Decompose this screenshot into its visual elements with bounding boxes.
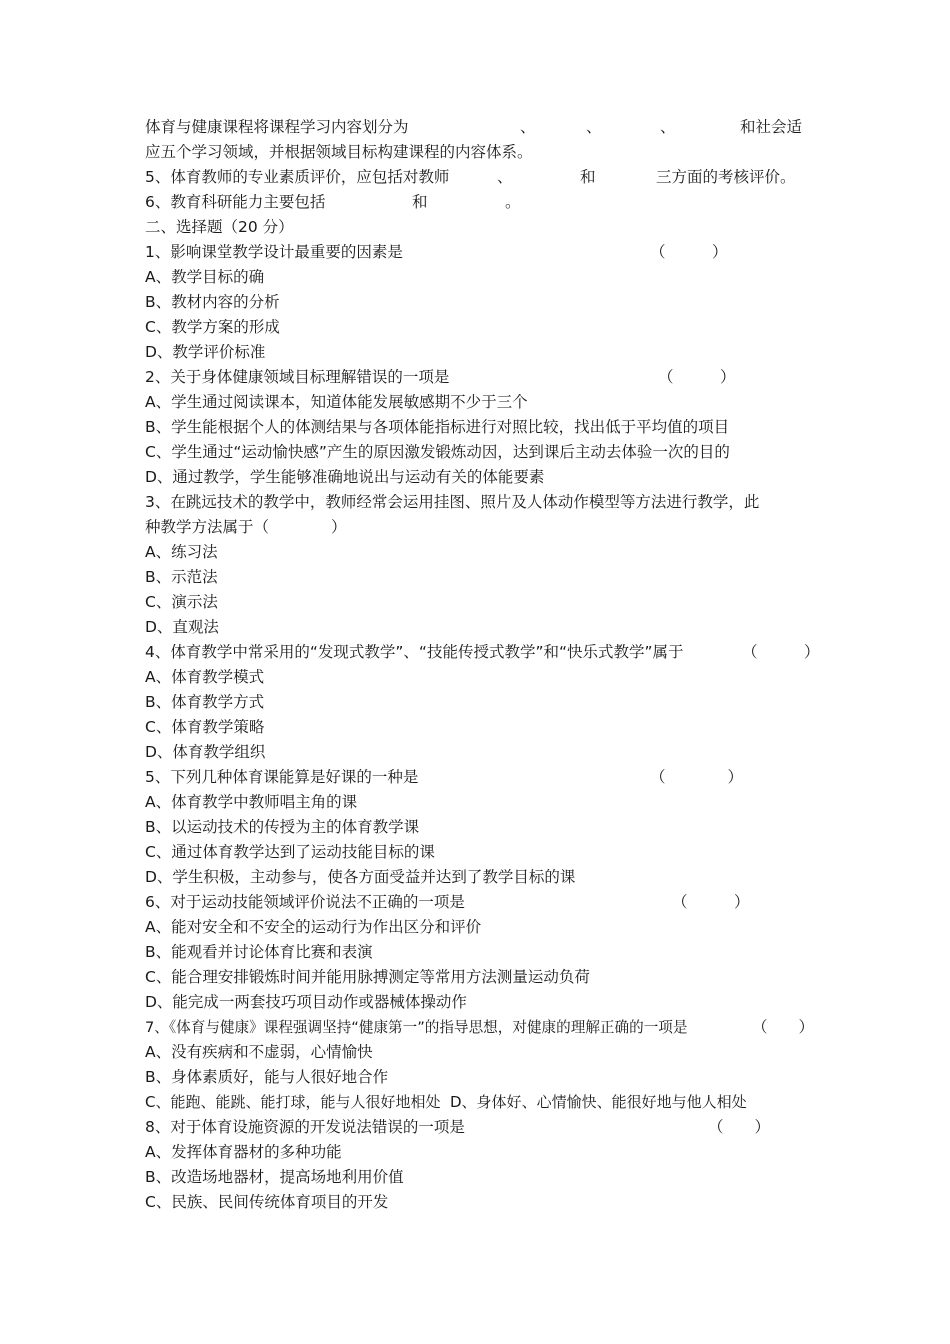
option: C、体育教学策略 bbox=[145, 718, 265, 736]
fill-q4-sep3: 、 bbox=[660, 118, 676, 136]
option: B、以运动技术的传授为主的体育教学课 bbox=[145, 818, 420, 836]
question-stem: 3、在跳远技术的教学中，教师经常会运用挂图、照片及人体动作模型等方法进行教学，此 bbox=[145, 493, 760, 511]
answer-paren: （ ） bbox=[742, 643, 820, 661]
option: D、学生积极，主动参与，使各方面受益并达到了教学目标的课 bbox=[145, 868, 576, 886]
fill-q5-sep1: 、 bbox=[497, 168, 513, 186]
fill-q5-and: 和 bbox=[580, 168, 596, 186]
option: B、体育教学方式 bbox=[145, 693, 265, 711]
option: A、能对安全和不安全的运动行为作出区分和评价 bbox=[145, 918, 482, 936]
option: D、能完成一两套技巧项目动作或器械体操动作 bbox=[145, 993, 467, 1011]
option: A、教学目标的确 bbox=[145, 268, 265, 286]
option: A、体育教学模式 bbox=[145, 668, 265, 686]
option: C、能合理安排锻炼时间并能用脉搏测定等常用方法测量运动负荷 bbox=[145, 968, 590, 986]
fill-q4-sep1: 、 bbox=[520, 118, 536, 136]
answer-paren: （ ） bbox=[672, 893, 750, 911]
question-stem: 1、影响课堂教学设计最重要的因素是 bbox=[145, 243, 403, 261]
question-stem: 5、下列几种体育课能算是好课的一种是 bbox=[145, 768, 419, 786]
question-stem: 8、对于体育设施资源的开发说法错误的一项是 bbox=[145, 1118, 465, 1136]
option: B、学生能根据个人的体测结果与各项体能指标进行对照比较，找出低于平均值的项目 bbox=[145, 418, 730, 436]
question-stem: 6、对于运动技能领域评价说法不正确的一项是 bbox=[145, 893, 465, 911]
option: B、教材内容的分析 bbox=[145, 293, 280, 311]
option: C、通过体育教学达到了运动技能目标的课 bbox=[145, 843, 435, 861]
option: C、民族、民间传统体育项目的开发 bbox=[145, 1193, 389, 1211]
option: B、能观看并讨论体育比赛和表演 bbox=[145, 943, 373, 961]
fill-q4-sep2: 、 bbox=[586, 118, 602, 136]
fill-q5-tail: 三方面的考核评价。 bbox=[656, 168, 796, 186]
question-stem: 7、《体育与健康》课程强调坚持“健康第一”的指导思想，对健康的理解正确的一项是 bbox=[145, 1019, 688, 1036]
option: A、练习法 bbox=[145, 543, 218, 561]
option: B、示范法 bbox=[145, 568, 218, 586]
answer-paren: （ ） bbox=[658, 368, 736, 386]
fill-q6-tail: 。 bbox=[505, 193, 521, 211]
fill-q4-text: 体育与健康课程将课程学习内容划分为 bbox=[145, 118, 409, 136]
question-stem: 2、关于身体健康领域目标理解错误的一项是 bbox=[145, 368, 450, 386]
fill-q5-text: 5、体育教师的专业素质评价，应包括对教师 bbox=[145, 168, 450, 186]
answer-paren: （ ） bbox=[650, 768, 744, 786]
fill-q4-line2: 应五个学习领域，并根据领域目标构建课程的内容体系。 bbox=[145, 143, 533, 161]
option: A、发挥体育器材的多种功能 bbox=[145, 1143, 342, 1161]
answer-paren: （ ） bbox=[708, 1118, 771, 1136]
question-stem-cont: 种教学方法属于（ ） bbox=[145, 518, 347, 536]
option: B、身体素质好，能与人很好地合作 bbox=[145, 1068, 389, 1086]
option: D、通过教学，学生能够准确地说出与运动有关的体能要素 bbox=[145, 468, 545, 486]
option: A、没有疾病和不虚弱，心情愉快 bbox=[145, 1043, 373, 1061]
option: C、教学方案的形成 bbox=[145, 318, 280, 336]
option: D、直观法 bbox=[145, 618, 219, 636]
option: D、教学评价标准 bbox=[145, 343, 266, 361]
fill-q4-tail: 和社会适 bbox=[740, 118, 803, 136]
fill-q6-and: 和 bbox=[412, 193, 428, 211]
option: C、演示法 bbox=[145, 593, 218, 611]
answer-paren: （ ） bbox=[752, 1018, 815, 1036]
section-title: 二、选择题（20 分） bbox=[145, 218, 294, 236]
fill-q6-text: 6、教育科研能力主要包括 bbox=[145, 193, 326, 211]
option: D、体育教学组织 bbox=[145, 743, 266, 761]
option: A、学生通过阅读课本，知道体能发展敏感期不少于三个 bbox=[145, 393, 528, 411]
question-stem: 4、体育教学中常采用的“发现式教学”、“技能传授式教学”和“快乐式教学”属于 bbox=[145, 643, 684, 661]
answer-paren: （ ） bbox=[650, 243, 728, 261]
option: B、改造场地器材，提高场地利用价值 bbox=[145, 1168, 404, 1186]
option: A、体育教学中教师唱主角的课 bbox=[145, 793, 358, 811]
option: C、能跑、能跳、能打球，能与人很好地相处 D、身体好、心情愉快、能很好地与他人相处 bbox=[145, 1093, 747, 1111]
option: C、学生通过“运动愉快感”产生的原因激发锻炼动因，达到课后主动去体验一次的目的 bbox=[145, 443, 730, 461]
